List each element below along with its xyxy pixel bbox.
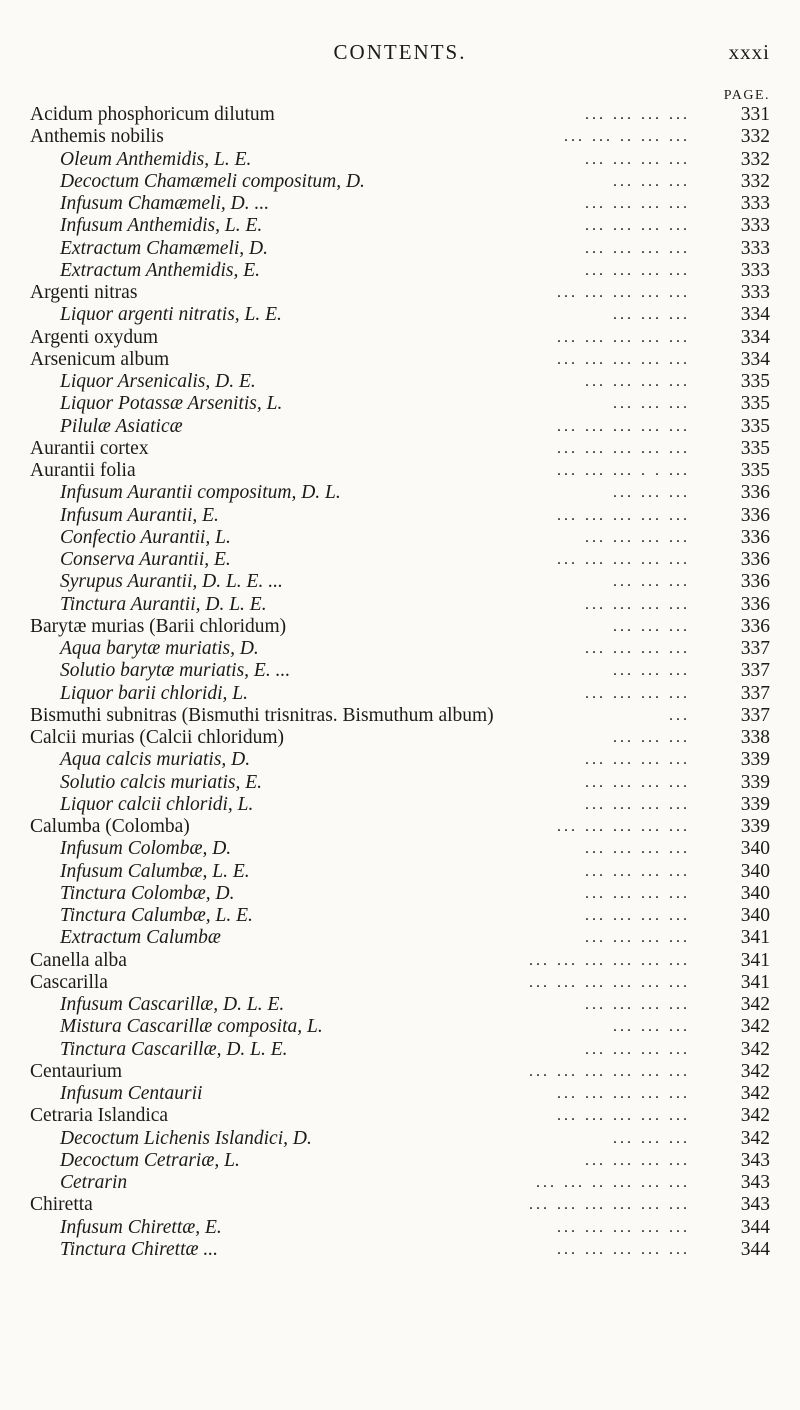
contents-entry	[30, 438, 770, 460]
contents-entry	[30, 1016, 770, 1038]
contents-entry	[30, 327, 770, 349]
entry-label: Decoctum Chamæmeli compositum, D.	[60, 170, 365, 192]
contents-entry	[30, 905, 770, 927]
entry-page-number: 344	[740, 1238, 770, 1260]
entry-page-number: 340	[740, 838, 770, 860]
contents-entry	[30, 816, 770, 838]
contents-entry	[30, 527, 770, 549]
entry-page-number: 331	[740, 104, 770, 125]
entry-page-number: 333	[740, 282, 770, 303]
roman-page-number: xxxi	[728, 40, 770, 64]
contents-entry	[30, 1039, 770, 1061]
dot-leader: ... ... .. ... ...	[564, 128, 690, 146]
entry-label: Calumba (Colomba)	[30, 816, 190, 837]
dot-leader: ...	[669, 706, 690, 724]
entry-page-number: 341	[740, 971, 770, 993]
entry-page-number: 340	[740, 905, 770, 926]
entry-label: Tinctura Cascarillæ, D. L. E.	[60, 1038, 288, 1060]
entry-page-number: 336	[740, 504, 770, 526]
entry-label: Liquor barii chloridi, L.	[60, 682, 248, 704]
entry-page-number: 333	[740, 259, 770, 281]
dot-leader: ... ... .. ... ... ...	[536, 1174, 690, 1191]
dot-leader: ... ... ... ...	[585, 884, 690, 902]
contents-entry	[30, 416, 770, 438]
contents-entry	[30, 482, 770, 504]
entry-label: Tinctura Colombæ, D.	[60, 882, 235, 904]
dot-leader: ... ... ...	[613, 484, 690, 502]
entry-page-number: 339	[740, 793, 770, 815]
entry-label: Infusum Centaurii	[60, 1083, 203, 1104]
entry-label: Chiretta	[30, 1194, 93, 1216]
entry-page-number: 340	[740, 882, 770, 904]
entry-page-number: 343	[740, 1149, 770, 1171]
contents-entry	[30, 238, 770, 260]
entry-label: Extractum Anthemidis, E.	[60, 259, 261, 281]
dot-leader: ... ... ... ... ...	[557, 284, 690, 301]
dot-leader: ... ... ... ...	[585, 773, 690, 791]
dot-leader: ... ... ...	[613, 573, 690, 591]
entry-label: Extractum Calumbæ	[60, 927, 221, 949]
dot-leader: ... ... ... ...	[585, 106, 690, 123]
dot-leader: ... ... ... ...	[585, 239, 690, 257]
dot-leader: ... ... ... ... ...	[557, 551, 690, 568]
entry-page-number: 340	[740, 860, 770, 882]
contents-entry	[30, 260, 770, 282]
dot-leader: ... ... ...	[613, 395, 690, 413]
entry-page-number: 335	[740, 460, 770, 481]
entry-page-number: 333	[740, 215, 770, 237]
contents-entry	[30, 1128, 770, 1150]
contents-entry	[30, 215, 770, 237]
dot-leader: ... ... ... ... ...	[557, 1240, 690, 1258]
entry-label: Liquor Arsenicalis, D. E.	[60, 371, 256, 392]
contents-entry	[30, 171, 770, 193]
contents-entry	[30, 505, 770, 527]
dot-leader: ... ... ... ...	[585, 261, 690, 279]
entry-page-number: 335	[740, 371, 770, 392]
dot-leader: ... ... ... ...	[585, 795, 690, 813]
entry-label: Infusum Chirettæ, E.	[60, 1216, 222, 1238]
entry-page-number: 336	[740, 615, 770, 637]
entry-label: Infusum Anthemidis, L. E.	[60, 215, 263, 237]
dot-leader: ... ... ... ... ...	[557, 439, 690, 457]
contents-entry	[30, 1239, 770, 1261]
entry-page-number: 339	[740, 771, 770, 793]
dot-leader: ... ... ... ... ...	[557, 1218, 690, 1236]
entry-label: Infusum Calumbæ, L. E.	[60, 860, 250, 882]
entry-page-number: 341	[740, 927, 770, 949]
entry-page-number: 337	[740, 682, 770, 704]
dot-leader: ... ... ... ...	[585, 907, 690, 924]
entry-label: Centaurium	[30, 1060, 123, 1082]
entry-label: Aqua barytæ muriatis, D.	[60, 638, 259, 659]
contents-entry	[30, 393, 770, 415]
dot-leader: ... ... ... ... ... ...	[529, 973, 690, 991]
dot-leader: ... ... ...	[613, 662, 690, 680]
dot-leader: ... ... ... ...	[585, 595, 690, 613]
entry-label: Infusum Colombæ, D.	[60, 838, 232, 860]
dot-leader: ... ... ... ...	[585, 528, 690, 546]
contents-entry	[30, 838, 770, 860]
contents-entry	[30, 1150, 770, 1172]
dot-leader: ... ... ... ... ... ...	[529, 951, 690, 969]
contents-entry	[30, 282, 770, 304]
dot-leader: ... ... ... ...	[585, 840, 690, 858]
entry-page-number: 342	[740, 1127, 770, 1149]
contents-entry	[30, 749, 770, 771]
entry-page-number: 343	[740, 1194, 770, 1216]
dot-leader: ... ... ... ...	[585, 373, 690, 390]
entry-label: Calcii murias (Calcii chloridum)	[30, 727, 284, 748]
dot-leader: ... ... ...	[613, 172, 690, 190]
entry-label: Argenti oxydum	[30, 326, 159, 348]
contents-entry	[30, 571, 770, 593]
contents-entry	[30, 304, 770, 326]
dot-leader: ... ... ... ...	[585, 1040, 690, 1058]
contents-entry	[30, 883, 770, 905]
dot-leader: ... ... ... ...	[585, 150, 690, 168]
dot-leader: ... ... ...	[613, 1018, 690, 1036]
dot-leader: ... ... ... ...	[585, 217, 690, 235]
entry-page-number: 339	[740, 749, 770, 771]
entry-page-number: 336	[740, 549, 770, 570]
entry-label: Infusum Chamæmeli, D. ...	[60, 193, 270, 214]
dot-leader: ... ... ... ... ...	[557, 328, 690, 346]
contents-entry	[30, 126, 770, 148]
page-title: CONTENTS.	[333, 40, 467, 64]
dot-leader: ... ... ... ... ...	[557, 818, 690, 835]
dot-leader: ... ... ... ...	[585, 1151, 690, 1169]
contents-entry	[30, 616, 770, 638]
entry-label: Aurantii folia	[30, 460, 136, 481]
entry-label: Decoctum Cetrariæ, L.	[60, 1149, 240, 1171]
contents-entry	[30, 861, 770, 883]
dot-leader: ... ... ... ... ...	[557, 350, 690, 368]
contents-entry	[30, 727, 770, 749]
entry-label: Aurantii cortex	[30, 437, 149, 459]
contents-entry	[30, 1105, 770, 1127]
contents-entry	[30, 972, 770, 994]
dot-leader: ... ... ... ... ...	[557, 1085, 690, 1102]
contents-entry	[30, 705, 770, 727]
contents-list	[30, 104, 770, 1261]
entry-page-number: 342	[740, 1038, 770, 1060]
contents-entry	[30, 683, 770, 705]
entry-page-number: 336	[740, 593, 770, 615]
entry-label: Infusum Aurantii compositum, D. L.	[60, 482, 341, 504]
entry-label: Tinctura Chirettæ ...	[60, 1238, 219, 1260]
contents-entry	[30, 549, 770, 571]
contents-entry	[30, 794, 770, 816]
contents-entry	[30, 349, 770, 371]
contents-entry	[30, 1083, 770, 1105]
dot-leader: ... ... ... ...	[585, 929, 690, 947]
entry-page-number: 335	[740, 393, 770, 415]
entry-page-number: 334	[740, 348, 770, 370]
contents-entry	[30, 1217, 770, 1239]
contents-entry	[30, 927, 770, 949]
entry-label: Barytæ murias (Barii chloridum)	[30, 615, 287, 637]
entry-label: Oleum Anthemidis, L. E.	[60, 148, 252, 170]
entry-page-number: 342	[740, 1083, 770, 1104]
entry-page-number: 336	[740, 482, 770, 504]
contents-entry	[30, 950, 770, 972]
dot-leader: ... ... ... ... ... ...	[529, 1196, 690, 1214]
entry-label: Anthemis nobilis	[30, 126, 164, 148]
entry-label: Tinctura Calumbæ, L. E.	[60, 905, 253, 926]
entry-page-number: 342	[740, 994, 770, 1015]
entry-label: Pilulæ Asiaticæ	[60, 415, 183, 437]
entry-page-number: 343	[740, 1172, 770, 1193]
entry-label: Aqua calcis muriatis, D.	[60, 749, 251, 771]
dot-leader: ... ... ... . . ...	[557, 462, 690, 479]
entry-label: Cascarilla	[30, 971, 108, 993]
contents-entry	[30, 149, 770, 171]
dot-leader: ... ... ... ...	[585, 751, 690, 769]
entry-label: Tinctura Aurantii, D. L. E.	[60, 593, 267, 615]
contents-entry	[30, 994, 770, 1016]
entry-page-number: 344	[740, 1216, 770, 1238]
entry-page-number: 342	[740, 1105, 770, 1127]
contents-entry	[30, 193, 770, 215]
entry-page-number: 337	[740, 660, 770, 682]
entry-label: Canella alba	[30, 949, 127, 971]
entry-page-number: 338	[740, 727, 770, 748]
dot-leader: ... ... ... ...	[585, 996, 690, 1013]
entry-label: Infusum Aurantii, E.	[60, 504, 219, 526]
dot-leader: ... ... ... ... ...	[557, 1107, 690, 1125]
entry-label: Decoctum Lichenis Islandici, D.	[60, 1127, 312, 1149]
running-head	[0, 40, 800, 70]
dot-leader: ... ... ...	[613, 1129, 690, 1147]
entry-label: Acidum phosphoricum dilutum	[30, 104, 275, 125]
contents-entry	[30, 1061, 770, 1083]
dot-leader: ... ... ... ...	[585, 862, 690, 880]
contents-entry	[30, 104, 770, 126]
dot-leader: ... ... ... ... ... ...	[529, 1062, 690, 1080]
entry-page-number: 332	[740, 148, 770, 170]
entry-label: Liquor argenti nitratis, L. E.	[60, 304, 282, 326]
entry-label: Conserva Aurantii, E.	[60, 549, 231, 570]
entry-label: Syrupus Aurantii, D. L. E. ...	[60, 571, 283, 593]
entry-page-number: 332	[740, 170, 770, 192]
entry-label: Liquor Potassæ Arsenitis, L.	[60, 393, 283, 415]
dot-leader: ... ... ... ...	[585, 640, 690, 657]
contents-entry	[30, 460, 770, 482]
contents-entry	[30, 371, 770, 393]
contents-entry	[30, 594, 770, 616]
dot-leader: ... ... ... ...	[585, 684, 690, 702]
entry-page-number: 342	[740, 1016, 770, 1038]
entry-label: Confectio Aurantii, L.	[60, 526, 231, 548]
entry-page-number: 336	[740, 571, 770, 593]
entry-label: Bismuthi subnitras (Bismuthi trisnitras. Bismuthum album)	[30, 704, 494, 726]
entry-page-number: 333	[740, 193, 770, 214]
dot-leader: ... ... ... ...	[585, 195, 690, 212]
contents-entry	[30, 638, 770, 660]
dot-leader: ... ... ...	[613, 306, 690, 324]
page-column-label: PAGE.	[723, 88, 770, 103]
dot-leader: ... ... ...	[613, 617, 690, 635]
dot-leader: ... ... ... ... ...	[557, 506, 690, 524]
contents-entry	[30, 772, 770, 794]
entry-label: Cetrarin	[60, 1172, 128, 1193]
entry-page-number: 342	[740, 1060, 770, 1082]
entry-page-number: 333	[740, 237, 770, 259]
dot-leader: ... ... ... ... ...	[557, 417, 690, 435]
entry-page-number: 334	[740, 326, 770, 348]
entry-label: Mistura Cascarillæ composita, L.	[60, 1016, 323, 1038]
entry-page-number: 334	[740, 304, 770, 326]
entry-label: Solutio calcis muriatis, E.	[60, 771, 263, 793]
entry-page-number: 337	[740, 638, 770, 659]
entry-label: Argenti nitras	[30, 282, 138, 303]
contents-entry	[30, 1172, 770, 1194]
contents-entry	[30, 660, 770, 682]
entry-label: Arsenicum album	[30, 348, 170, 370]
contents-entry	[30, 1194, 770, 1216]
entry-page-number: 332	[740, 126, 770, 148]
dot-leader: ... ... ...	[613, 729, 690, 746]
entry-page-number: 336	[740, 526, 770, 548]
entry-label: Cetraria Islandica	[30, 1105, 169, 1127]
entry-label: Liquor calcii chloridi, L.	[60, 793, 254, 815]
entry-page-number: 337	[740, 704, 770, 726]
entry-label: Solutio barytæ muriatis, E. ...	[60, 660, 291, 682]
entry-page-number: 335	[740, 415, 770, 437]
entry-label: Infusum Cascarillæ, D. L. E.	[60, 994, 285, 1015]
entry-page-number: 339	[740, 816, 770, 837]
entry-page-number: 335	[740, 437, 770, 459]
entry-page-number: 341	[740, 949, 770, 971]
entry-label: Extractum Chamæmeli, D.	[60, 237, 268, 259]
